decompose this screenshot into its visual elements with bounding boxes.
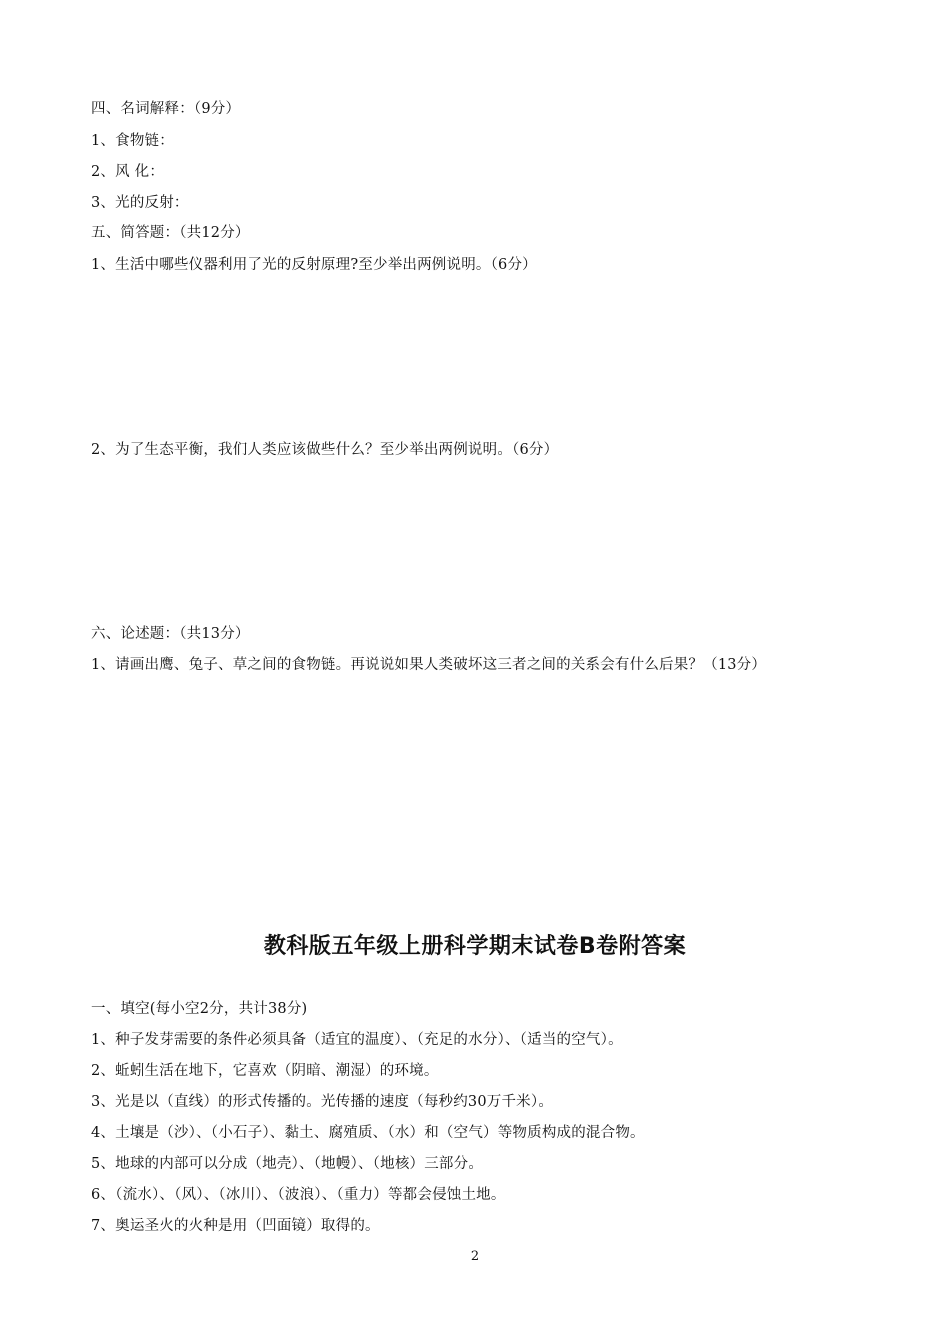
section-6-heading: 六、论述题：（共13分） (91, 626, 250, 642)
answer-item-1: 1、种子发芽需要的条件必须具备（适宜的温度）、（充足的水分）、（适当的空气）。 (91, 1032, 623, 1048)
answer-item-6: 6、（流水）、（风）、（冰川）、（波浪）、（重力）等都会侵蚀土地。 (91, 1187, 506, 1203)
short-answer-question-2: 2、为了生态平衡，我们人类应该做些什么？至少举出两例说明。（6分） (91, 442, 559, 458)
answer-item-3: 3、光是以（直线）的形式传播的。光传播的速度（每秒约30万千米）。 (91, 1094, 554, 1110)
answer-item-5: 5、地球的内部可以分成（地壳）、（地幔）、（地核）三部分。 (91, 1156, 484, 1172)
answer-item-4: 4、土壤是（沙）、（小石子）、黏土、腐殖质、（水）和（空气）等物质构成的混合物。 (91, 1125, 645, 1141)
essay-question-1: 1、请画出鹰、兔子、草之间的食物链。再说说如果人类破坏这三者之间的关系会有什么后果？（13分） (91, 657, 767, 673)
term-light-reflection: 3、光的反射： (91, 195, 189, 211)
answer-item-7: 7、奥运圣火的火种是用（凹面镜）取得的。 (91, 1218, 380, 1234)
page-number: 2 (470, 1249, 480, 1264)
section-5-heading: 五、简答题：（共12分） (91, 225, 250, 241)
term-weathering: 2、风 化： (91, 164, 165, 180)
term-food-chain: 1、食物链： (91, 133, 174, 149)
short-answer-question-1: 1、生活中哪些仪器利用了光的反射原理?至少举出两例说明。（6分） (91, 257, 537, 273)
section-4-heading: 四、名词解释：（9分） (91, 101, 241, 117)
answer-key-title: 教科版五年级上册科学期末试卷B卷附答案 (263, 934, 687, 959)
answer-section-1-heading: 一、填空(每小空2分，共计38分) (91, 1001, 308, 1017)
answer-item-2: 2、蚯蚓生活在地下，它喜欢（阴暗、潮湿）的环境。 (91, 1063, 439, 1079)
